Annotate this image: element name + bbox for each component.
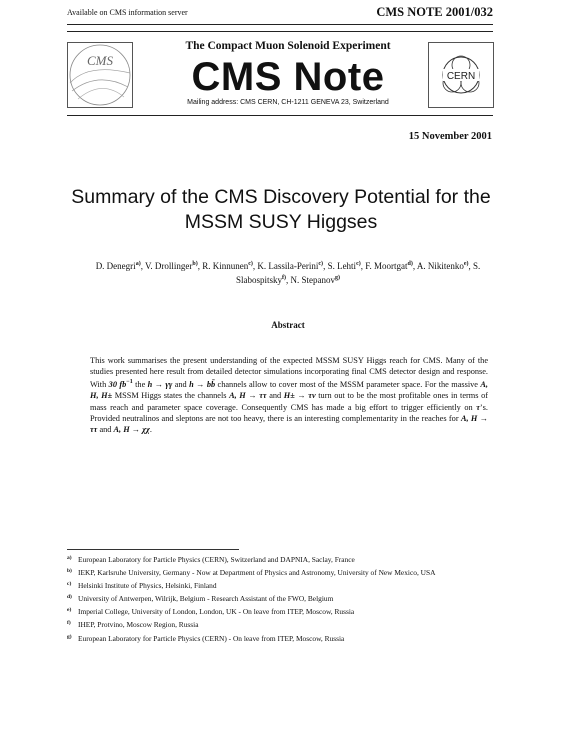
- author: A. Nikitenko$^{e)}$,: [416, 261, 474, 271]
- footnote-mark: f): [67, 620, 71, 627]
- server-availability-text: Available on CMS information server: [67, 8, 188, 17]
- author: R. Kinnunen$^{c)}$,: [202, 261, 258, 271]
- author-affiliation-mark: d): [407, 261, 413, 267]
- footnote-mark: d): [67, 594, 72, 601]
- footnote: [67, 634, 507, 647]
- mailing-address: Mailing address: CMS CERN, CH-1211 GENEVA 23, Switzerland: [187, 99, 389, 106]
- footnote-text: European Laboratory for Particle Physics (CERN) - On leave from ITEP, Moscow, Russia: [78, 633, 345, 643]
- channel-h-gamma-gamma: h → γγ: [147, 380, 173, 390]
- footnote-mark: e): [67, 607, 72, 614]
- header-second-rule: [67, 31, 493, 32]
- author: S. Lehti$^{c)}$,: [327, 261, 366, 271]
- footnote-mark: g): [67, 633, 72, 640]
- footnote: [67, 620, 507, 633]
- author-affiliation-mark: c): [318, 261, 324, 267]
- abstract-text: This work summarises the present understanding of the expected MSSM SUSY Higgs reach for CMS. Many of the studies presented here result from detailed detector simulations incorporating final CMS detector design and response. With: [90, 356, 488, 390]
- note-number: CMS NOTE 2001/032: [376, 5, 493, 19]
- author: S. Slabospitsky$^{f)}$,: [235, 261, 481, 285]
- publication-date: 15 November 2001: [408, 131, 492, 142]
- author: N. Stepanov$^{g)}$: [290, 275, 340, 285]
- author-affiliation-mark: c): [356, 261, 361, 267]
- channel-hpm-taunu: H± → τν: [283, 391, 316, 401]
- massive-higgs-states: A, H, H±: [90, 380, 488, 401]
- author-affiliation-mark: c): [248, 261, 253, 267]
- tau-symbol: τ: [476, 402, 480, 412]
- author: D. Denegri$^{a)}$,: [95, 261, 146, 271]
- author-affiliation-mark: f): [282, 275, 286, 281]
- author-affiliation-mark: a): [135, 261, 141, 267]
- channel-ah-tautau-2: A, H → ττ: [90, 413, 488, 434]
- footnote-text: Imperial College, University of London, London, UK - On leave from ITEP, Moscow, Russia: [78, 607, 355, 617]
- abstract-heading: Abstract: [271, 320, 305, 330]
- svg-text:CERN: CERN: [446, 71, 476, 82]
- footnote-text: University of Antwerpen, Wilrijk, Belgium - Research Assistant of the FWO, Belgium: [78, 594, 334, 604]
- svg-text:CMS: CMS: [87, 53, 113, 68]
- footnote-mark: c): [67, 581, 72, 588]
- cms-note-heading: CMS Note: [191, 55, 385, 99]
- footnote: [67, 581, 507, 594]
- channel-ah-chichi: A, H → χχ: [113, 424, 150, 434]
- author-list: [90, 258, 486, 286]
- footnote-rule: [67, 549, 239, 550]
- footnote: [67, 594, 507, 607]
- header-bottom-rule: [67, 115, 493, 116]
- channel-ah-tautau: A, H → ττ: [229, 391, 267, 401]
- footnote: [67, 555, 507, 568]
- author: V. Drollinger$^{b)}$,: [145, 261, 203, 271]
- channel-h-bb: h → bb̄: [189, 380, 216, 390]
- paper-title: [60, 185, 502, 235]
- paper-title-line-1: Summary of the CMS Discovery Potential for the: [71, 186, 491, 208]
- experiment-name: The Compact Muon Solenoid Experiment: [185, 40, 391, 52]
- footnote-list: [67, 555, 507, 647]
- luminosity: 30 $fb^{-1}$: [108, 379, 133, 390]
- footnote-mark: a): [67, 555, 72, 561]
- footnote: [67, 568, 507, 581]
- footnote-mark: b): [67, 568, 72, 575]
- footnote-text: Helsinki Institute of Physics, Helsinki, Finland: [78, 581, 217, 591]
- author-affiliation-mark: g): [335, 275, 340, 281]
- author: F. Moortgat$^{d)}$,: [365, 261, 417, 271]
- author-affiliation-mark: b): [192, 261, 198, 267]
- abstract-body: This work summarises the present understanding of the expected MSSM SUSY Higgs reach for CMS. Many of the studies presented here result from detailed detector simulations incorporating final CMS detector design and response. With 30 $fb^{-1}$ the h → γγ and h → bb̄ channels allow to cover most of the MSSM parameter space. For the massive A, H, H± MSSM Higgs states the channels A, H → ττ and H± → τν turn out to be the most profitable ones in terms of mass reach and parameter space coverage. Consequently CMS has made a big effort to trigger efficiently on τ’s. Provided neutralinos and sleptons are not too heavy, there is an interesting complementarity in the reaches for A, H → ττ and A, H → χχ.: [90, 356, 488, 434]
- footnote-text: IEKP, Karlsruhe University, Germany - Now at Department of Physics and Astronomy, University of New Mexico, USA: [78, 568, 436, 578]
- paper-title-line-2: MSSM SUSY Higgses: [184, 211, 378, 233]
- author-affiliation-mark: e): [463, 261, 469, 267]
- footnote-text: IHEP, Protvino, Moscow Region, Russia: [78, 620, 199, 630]
- footnote-text: European Laboratory for Particle Physics (CERN), Switzerland and DAPNIA, Saclay, France: [78, 555, 355, 564]
- header-top-rule: [67, 24, 493, 25]
- author: K. Lassila-Perini$^{c)}$,: [257, 261, 328, 271]
- footnote: [67, 607, 507, 620]
